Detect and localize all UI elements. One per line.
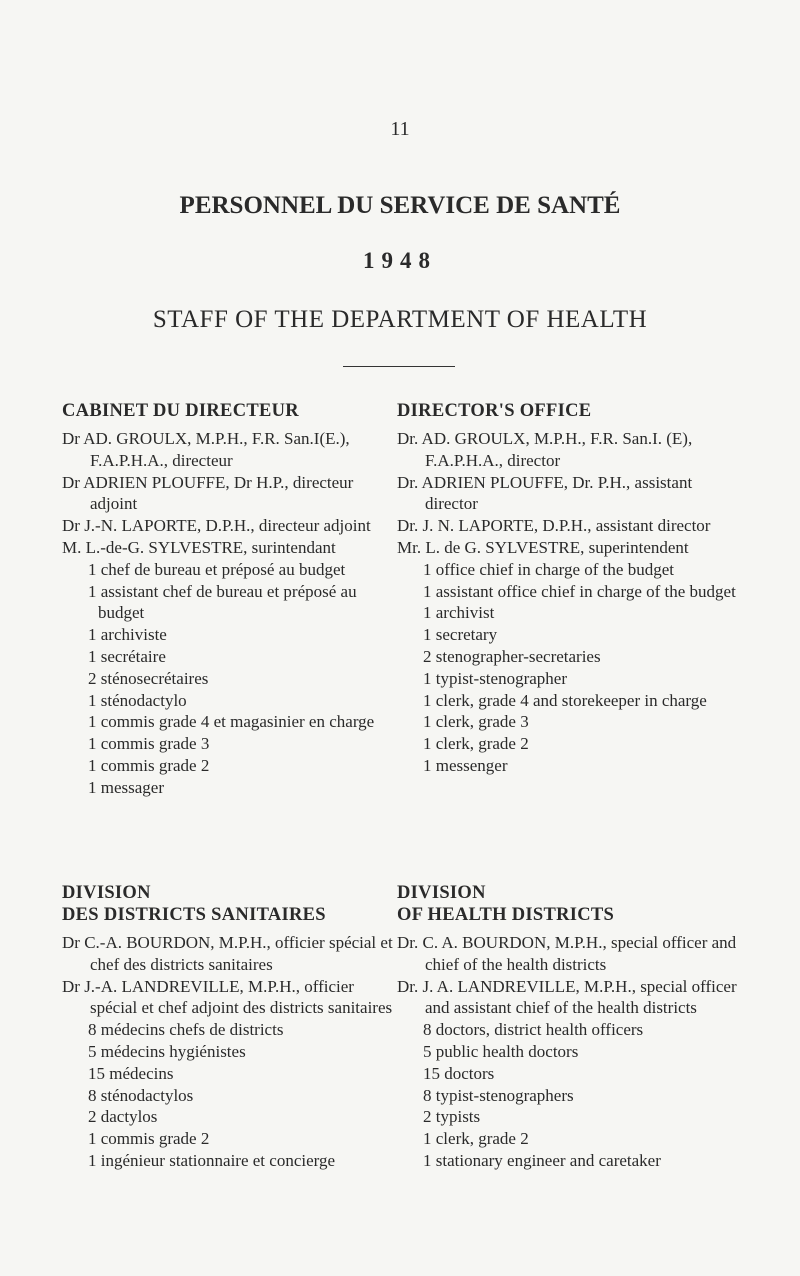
- list-item: Dr J.-N. LAPORTE, D.P.H., directeur adjoint: [62, 516, 371, 536]
- office-section-english: [397, 400, 737, 777]
- list-item: 1 ingénieur stationnaire et concierge: [88, 1150, 336, 1170]
- division-section-french: [62, 882, 402, 1172]
- list-item: 1 archiviste: [88, 625, 167, 645]
- list-item: 8 typist-stenographers: [423, 1085, 574, 1105]
- list-item: 1 clerk, grade 2: [423, 1129, 529, 1149]
- list-item: 1 typist-stenographer: [423, 668, 567, 688]
- list-item: 8 médecins chefs de districts: [88, 1020, 284, 1040]
- cabinet-section-french: [62, 400, 402, 799]
- list-item: 1 commis grade 4 et magasinier en charge: [88, 712, 375, 732]
- list-item: 1 secretary: [423, 625, 498, 645]
- list-item: 2 dactylos: [88, 1107, 158, 1127]
- list-item: Dr ADRIEN PLOUFFE, Dr H.P., directeur adjoint: [62, 472, 354, 514]
- list-item: 1 secrétaire: [88, 646, 166, 666]
- list-item: Mr. L. de G. SYLVESTRE, superintendent: [397, 537, 689, 557]
- list-item: Dr. ADRIEN PLOUFFE, Dr. P.H., assistant director: [397, 472, 693, 514]
- page-number: 11: [390, 118, 410, 140]
- list-item: 1 clerk, grade 2: [423, 734, 529, 754]
- list-item: 8 doctors, district health officers: [423, 1020, 644, 1040]
- page-title-english: STAFF OF THE DEPARTMENT OF HEALTH: [152, 306, 648, 333]
- list-item: 1 messenger: [423, 755, 508, 775]
- list-item: 1 clerk, grade 4 and storekeeper in charge: [423, 690, 707, 710]
- list-item: 1 office chief in charge of the budget: [423, 559, 674, 579]
- list-item: 5 public health doctors: [423, 1041, 579, 1061]
- list-item: Dr. AD. GROULX, M.P.H., F.R. San.I. (E), F.A.P.H.A., director: [397, 429, 693, 470]
- section-heading: CABINET DU DIRECTEUR: [62, 401, 299, 421]
- list-item: 1 commis grade 2: [88, 755, 210, 775]
- list-item: Dr. J. A. LANDREVILLE, M.P.H., special officer and assistant chief of the health districts: [397, 976, 737, 1018]
- list-item: 1 assistant office chief in charge of the budget: [423, 581, 736, 601]
- list-item: 8 sténodactylos: [88, 1085, 194, 1105]
- list-item: 1 commis grade 3: [88, 734, 210, 754]
- list-item: 1 assistant chef de bureau et préposé au budget: [88, 581, 357, 623]
- list-item: 2 sténosecrétaires: [88, 668, 209, 688]
- list-item: 2 stenographer-secretaries: [423, 646, 601, 666]
- staff-list: [397, 428, 737, 777]
- staff-list: [62, 932, 402, 1172]
- list-item: 15 doctors: [423, 1063, 495, 1083]
- list-item: 1 archivist: [423, 603, 495, 623]
- list-item: Dr AD. GROULX, M.P.H., F.R. San.I(E.), F.A.P.H.A., directeur: [62, 429, 350, 470]
- list-item: 5 médecins hygiénistes: [88, 1041, 246, 1061]
- section-heading-line: DES DISTRICTS SANITAIRES: [62, 905, 326, 925]
- section-heading: DIRECTOR'S OFFICE: [397, 401, 592, 421]
- title-divider: [343, 366, 455, 367]
- list-item: 15 médecins: [88, 1063, 174, 1083]
- list-item: Dr. C. A. BOURDON, M.P.H., special officer and chief of the health districts: [397, 933, 737, 974]
- staff-list: [397, 932, 737, 1172]
- staff-list: [62, 428, 402, 799]
- list-item: Dr C.-A. BOURDON, M.P.H., officier spécial et chef des districts sanitaires: [62, 933, 393, 974]
- section-heading: [62, 882, 402, 926]
- list-item: 1 messager: [88, 777, 165, 797]
- section-heading: [397, 882, 737, 926]
- list-item: 1 sténodactylo: [88, 690, 187, 710]
- list-item: M. L.-de-G. SYLVESTRE, surintendant: [62, 537, 336, 557]
- division-section-english: [397, 882, 737, 1172]
- section-heading-line: OF HEALTH DISTRICTS: [397, 905, 615, 925]
- list-item: Dr. J. N. LAPORTE, D.P.H., assistant director: [397, 516, 711, 536]
- list-item: 1 chef de bureau et préposé au budget: [88, 559, 346, 579]
- list-item: Dr J.-A. LANDREVILLE, M.P.H., officier spécial et chef adjoint des districts sanitaires: [62, 976, 393, 1018]
- list-item: 1 stationary engineer and caretaker: [423, 1150, 661, 1170]
- year: 1948: [363, 248, 437, 273]
- list-item: 1 commis grade 2: [88, 1129, 210, 1149]
- section-heading-line: DIVISION: [62, 883, 151, 903]
- page-title-french: PERSONNEL DU SERVICE DE SANTÉ: [179, 192, 621, 219]
- list-item: 2 typists: [423, 1107, 481, 1127]
- list-item: 1 clerk, grade 3: [423, 712, 529, 732]
- section-heading-line: DIVISION: [397, 883, 486, 903]
